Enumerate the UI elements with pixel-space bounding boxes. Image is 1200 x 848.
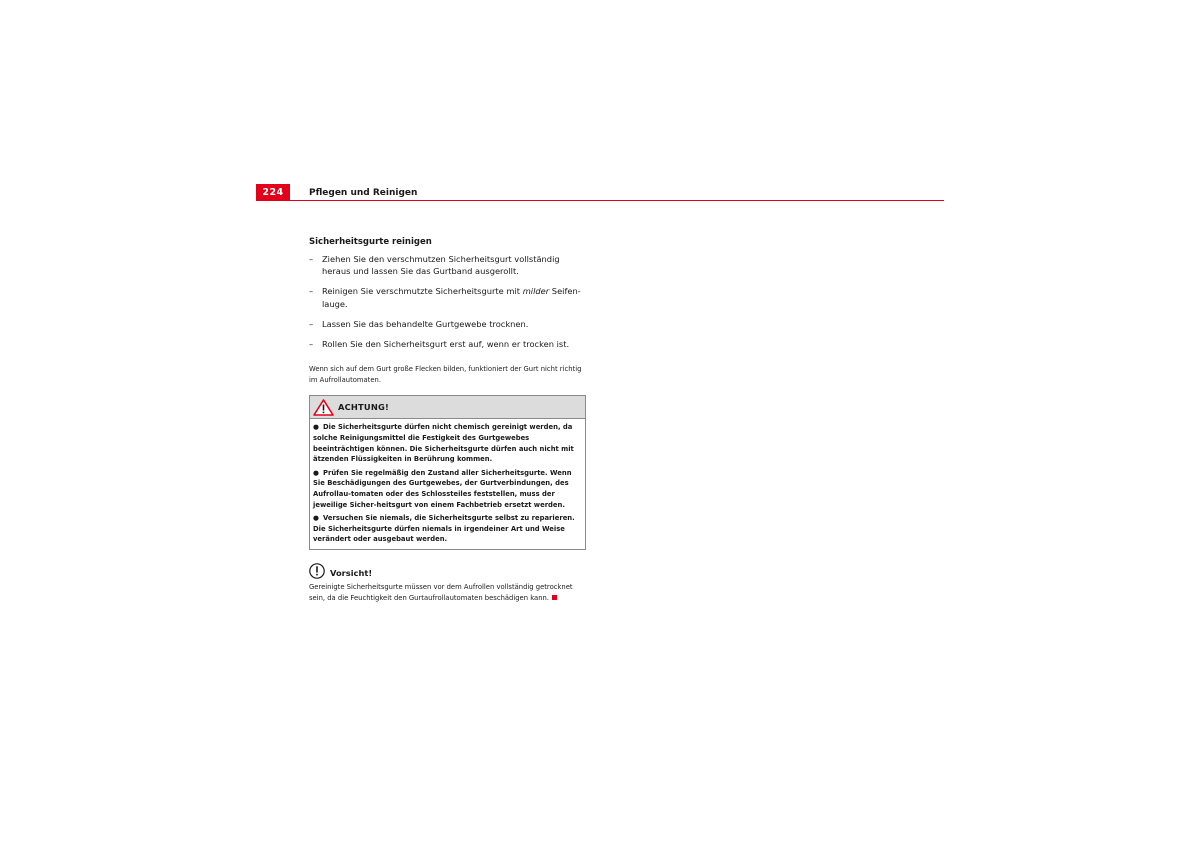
bullet-icon: ● xyxy=(313,423,319,432)
bullet-icon: ● xyxy=(313,514,319,523)
warning-item-text: Prüfen Sie regelmäßig den Zustand aller Sicherheitsgurte. Wenn Sie Beschädigungen des Gurtgewebes, der Gurtverbindungen, des Aufrollau-tomaten oder des Schlossteiles feststellen, muss der jeweilige Sicher-heitsgurt von einem Fachbetrieb ersetzt werden. xyxy=(313,468,572,509)
warning-item-text: Versuchen Sie niemals, die Sicherheitsgurte selbst zu reparieren. Die Sicherheitsgurte dürfen niemals in irgendeiner Art und Weise verändert oder ausgebaut werden. xyxy=(313,514,575,544)
warning-item xyxy=(313,422,582,464)
step-text xyxy=(322,286,581,308)
step-text: Rollen Sie den Sicherheitsgurt erst auf, wenn er trocken ist. xyxy=(322,339,570,350)
dash-marker: – xyxy=(309,286,314,297)
main-content xyxy=(309,236,588,603)
list-item xyxy=(309,338,588,350)
warning-item-text: Die Sicherheitsgurte dürfen nicht chemisch gereinigt werden, da solche Reinigungsmittel die Festigkeit des Gurtgewebes beeinträchtigen können. Die Sicherheitsgurte dürfen auch nicht mit ätzenden Flüssigkeiten in Berührung kommen. xyxy=(313,423,574,464)
caution-text-body: Gereinigte Sicherheitsgurte müssen vor dem Aufrollen vollständig getrocknet sein, da die Feuchtigkeit den Gurtaufrollautomaten beschädigen kann. xyxy=(309,582,573,602)
step-text: Ziehen Sie den verschmutzen Sicherheitsgurt vollständig heraus und lassen Sie das Gurtband ausgerollt. xyxy=(322,254,560,277)
instruction-list xyxy=(309,253,588,350)
warning-header xyxy=(310,396,585,419)
dash-marker: – xyxy=(309,318,314,329)
list-item xyxy=(309,318,588,330)
exclamation-circle-icon xyxy=(309,563,325,579)
caution-text xyxy=(309,582,588,603)
bullet-icon: ● xyxy=(313,468,319,477)
note-paragraph: Wenn sich auf dem Gurt große Flecken bilden, funktioniert der Gurt nicht richtig im Aufrollautomaten. xyxy=(309,365,582,384)
section-title: Pflegen und Reinigen xyxy=(309,188,418,198)
warning-item xyxy=(313,513,582,545)
warning-item xyxy=(313,468,582,510)
warning-body xyxy=(310,419,585,549)
warning-title: ACHTUNG! xyxy=(338,402,389,413)
dash-marker: – xyxy=(309,339,314,350)
step-text-emphasis: milder xyxy=(522,286,550,297)
step-text: Lassen Sie das behandelte Gurtgewebe trocknen. xyxy=(322,318,529,329)
page-number: 224 xyxy=(256,184,290,201)
step-text-after: Seifen-lauge. xyxy=(322,286,581,309)
step-text-before: Reinigen Sie verschmutzte Sicherheitsgurte mit xyxy=(322,286,523,297)
header-divider xyxy=(256,200,944,201)
list-item xyxy=(309,253,588,277)
warning-triangle-icon xyxy=(313,399,334,416)
caution-title: Vorsicht! xyxy=(330,567,373,578)
end-marker-icon xyxy=(552,595,557,600)
list-item xyxy=(309,285,588,309)
caution-header xyxy=(309,562,588,580)
caution-section xyxy=(309,562,588,603)
dash-marker: – xyxy=(309,254,314,264)
warning-box xyxy=(309,395,586,550)
section-heading: Sicherheitsgurte reinigen xyxy=(309,237,432,247)
